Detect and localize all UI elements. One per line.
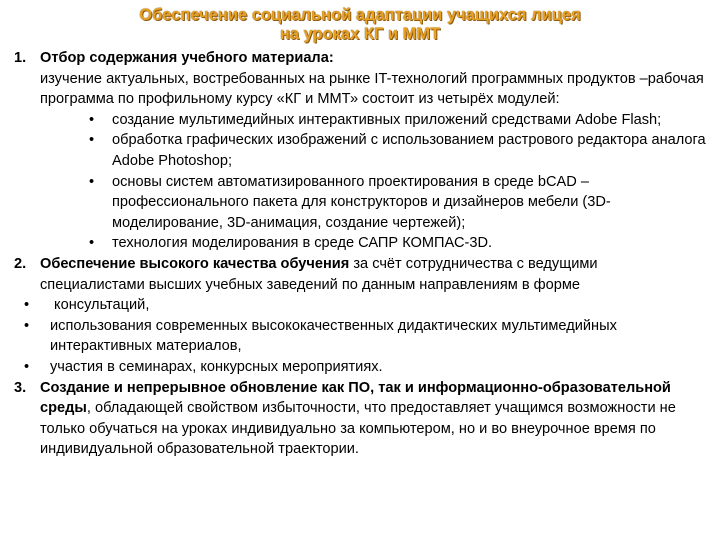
bullet-item: • технология моделирования в среде САПР КОМПАС-3D. (14, 233, 706, 254)
item-text: изучение актуальных, востребованных на рынке IT-технологий программных продуктов –рабочая программа по профильному курсу «КГ и ММТ» состоит из четырёх модулей: (40, 70, 704, 108)
item-text: за счёт сотрудничества с ведущими специалистами высших учебных заведений по данным направлениям в форме (40, 255, 598, 293)
slide-title (14, 6, 706, 44)
bullet-icon: • (89, 235, 95, 252)
bullet-item: • создание мультимедийных интерактивных приложений средствами Adobe Flash; (14, 110, 706, 131)
bullet-icon: • (24, 358, 30, 375)
bullet-item: • основы систем автоматизированного проектирования в среде bCAD – профессионального пакета для конструкторов и дизайнеров мебели (3D-моделирование, 3D-анимация, создание чертежей); (89, 173, 611, 231)
item-number: 3. (14, 379, 27, 396)
bullet-icon: • (89, 173, 95, 190)
title-line-1: Обеспечение социальной адаптации учащихся лицея (139, 6, 581, 24)
slide-body (14, 48, 706, 460)
item-number: 2. (14, 255, 27, 272)
bullet-item: • обработка графических изображений с использованием растрового редактора аналога Adobe Photoshop; (89, 132, 706, 169)
item-number: 1. (14, 50, 27, 66)
item-heading: Отбор содержания учебного материала: (40, 50, 334, 66)
bullet-icon: • (24, 297, 30, 314)
bullet-item: • консультаций, (14, 295, 706, 316)
item-heading: Обеспечение высокого качества обучения (40, 255, 350, 272)
list-item-2 (14, 254, 706, 295)
list-item-3 (14, 378, 706, 460)
item-text: , обладающей свойством избыточности, что предоставляет учащимся возможности не только обучаться на уроках индивидуально за компьютером, но и во внеурочное время по индивидуальной образовательной траектории. (40, 400, 676, 458)
bullet-item: • участия в семинарах, конкурсных мероприятиях. (14, 357, 706, 378)
bullet-item: • использования современных высококачественных дидактических мультимедийных интерактивных материалов, (24, 317, 617, 355)
title-line-2: на уроках КГ и ММТ (279, 25, 441, 43)
list-item-1 (14, 48, 706, 69)
bullet-list-2 (14, 295, 706, 377)
bullet-list-1 (14, 110, 706, 254)
item-heading: Создание и непрерывное обновление как ПО, так и информационно-образовательной среды (40, 379, 671, 417)
bullet-icon: • (89, 111, 95, 128)
bullet-icon: • (89, 132, 95, 149)
bullet-icon: • (24, 317, 30, 334)
